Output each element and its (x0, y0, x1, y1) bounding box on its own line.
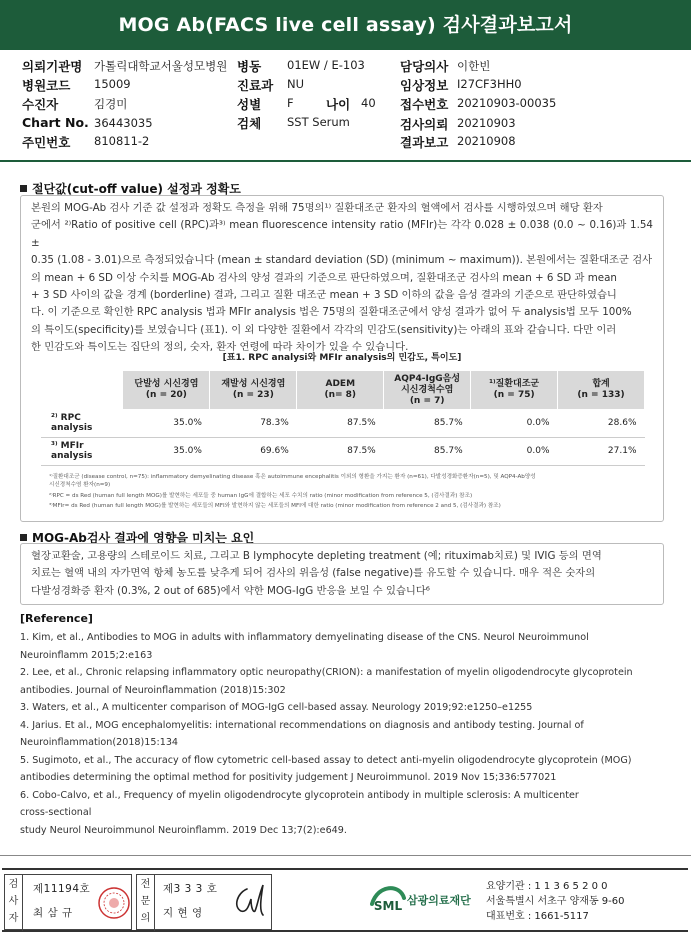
company-name: 삼광의료재단 (407, 894, 471, 907)
table-cell: 35.0% (123, 437, 210, 465)
table-header: AQP4-IgG음성 시신경척수염 (n = 7) (384, 371, 471, 409)
doctor-value: 이한빈 (457, 59, 491, 73)
reference-item: 1. Kim, et al., Antibodies to MOG in adults with inflammatory demyelinating disease of the CNS. Neurol Neuroimmunol (20, 632, 589, 643)
inspector-seal-icon (97, 884, 131, 922)
cutoff-heading-text: 절단값(cut-off value) 설정과 정확도 (32, 182, 241, 196)
table-cell: 0.0% (471, 437, 558, 465)
cutoff-line: 한 민감도와 특이도는 집단의 정의, 숫자, 환자 연령에 따라 차이가 있을 수 있습니다. (31, 341, 409, 354)
reviewer-label: 전문의 (137, 875, 155, 931)
jumin-label: 주민번호 (22, 135, 71, 150)
factors-heading-text: MOG-Ab검사 결과에 영향을 미치는 요인 (32, 531, 255, 545)
age-label: 나이 (326, 97, 351, 112)
request-label: 검사의뢰 (400, 117, 449, 132)
table-cell: 0.0% (471, 409, 558, 437)
table-header-row (41, 371, 645, 409)
cutoff-line: 의 mean + 6 SD 이상 수치를 MOG-Ab 검사의 양성 결과의 기준으로 판단하였으며, 질환대조군 검사의 mean + 6 SD 과 mean (31, 271, 617, 284)
table-header: ADEM (n= 8) (297, 371, 384, 409)
reference-item: cross-sectional (20, 807, 92, 818)
reference-item: Neuroinflamm 2015;2:e163 (20, 649, 153, 661)
footnote: ¹⁾질환대조군 (disease control, n=75): inflammatory demyelinating disease 혹은 autoimmune encephalitis 이외의 형환을 가지는 환자 (n=61), 다발성경화증환자(n=5), 및 AQP4-Ab양성 (49, 474, 536, 480)
doctor-label: 담당의사 (400, 59, 449, 74)
bullet-square-icon (20, 534, 27, 541)
jumin-value: 810811-2 (94, 134, 150, 148)
footnote: ²⁾RPC = ds Red (human full length MOG)를 발현하는 세포들 중 human IgG에 결합하는 세포 수치의 ratio (minor modification from reference 5, (검사결과) 참조) (49, 493, 473, 499)
reference-item: 4. Jarius. Et al., MOG encephalomyelitis: international recommendations on diagnosis and antibody testing. Journal of (20, 719, 584, 731)
reviewer-sign-box (136, 874, 272, 930)
recipient-label: 수진자 (22, 97, 59, 112)
svg-text:SML: SML (373, 899, 403, 913)
table-cell: 27.1% (558, 437, 645, 465)
signature-footer (2, 868, 688, 932)
receipt-label: 접수번호 (400, 97, 449, 112)
reviewer-name: 지 현 영 (163, 907, 203, 919)
inspector-sign-box (4, 874, 132, 930)
table-cell: 87.5% (297, 437, 384, 465)
cutoff-line: 0.35 (1.08 - 3.01)으로 측정되었습니다 (mean ± standard deviation (SD) (minimum ~ maximum)). 본원에서는 질환대조군 검사 (31, 254, 653, 267)
header-divider (0, 160, 691, 162)
reference-item: 3. Waters, et al., A multicenter comparison of MOG-IgG cell-based assay. Neurology 2019;92:e1250–e1255 (20, 702, 533, 713)
receipt-value: 20210903-00035 (457, 96, 557, 110)
institution-label: 의뢰기관명 (22, 59, 83, 74)
clinical-label: 임상정보 (400, 78, 449, 93)
table-cell: 69.6% (210, 437, 297, 465)
cutoff-line: 의 특이도(specificity)를 보였습니다 (표1). 이 외 다양한 질환에서 각각의 민감도(sensitivity)는 아래의 표와 같습니다. 다만 이러 (31, 323, 617, 336)
age-value: 40 (361, 96, 376, 110)
chart-value: 36443035 (94, 116, 153, 130)
table-header: 단발성 시신경염 (n = 20) (123, 371, 210, 409)
table-row (41, 409, 645, 437)
inspector-name: 최 삼 규 (33, 907, 73, 919)
row-label: ³⁾ MFIr analysis (41, 437, 123, 465)
reference-item: antibodies. Journal of Neuroinflammation (2018)15:302 (20, 684, 286, 696)
report-title: MOG Ab(FACS live cell assay) 검사결과보고서 (0, 0, 691, 50)
ward-value: 01EW / E-103 (287, 58, 365, 72)
factors-paragraph (31, 548, 653, 600)
table-caption: [표1. RPC analysi와 MFIr analysis의 민감도, 특이도] (222, 353, 462, 363)
footer-divider (0, 855, 691, 856)
hospital-code-label: 병원코드 (22, 78, 71, 93)
hospital-code-value: 15009 (94, 77, 131, 91)
reference-item: 6. Cobo-Calvo, et al., Frequency of myelin oligodendrocyte glycoprotein antibody in multiple sclerosis: A multicenter (20, 789, 579, 801)
request-value: 20210903 (457, 116, 516, 130)
sex-value: F (287, 96, 294, 110)
cutoff-line: 군에서 ²⁾Ratio of positive cell (RPC)과³⁾ mean fluorescence intensity ratio (MFIr)는 각각 0.028 ± 0.038 (0.0 ~ 0.16)과 1.54 ± (31, 219, 653, 249)
footnote: ³⁾MFIr= ds Red (human full length MOG)를 발현하는 세포들의 MFI와 발현하지 않는 세포들의 MFI에 대한 ratio (minor modification from reference 2 and 5, (검사결과) 참조) (49, 503, 501, 509)
table-row (41, 437, 645, 465)
reference-list (20, 630, 670, 840)
factors-line: 치료는 혈액 내의 자가면역 항체 농도를 낮추게 되어 검사의 위음성 (false negative)를 유도할 수 있습니다. 매우 적은 숫자의 (31, 567, 596, 580)
table-cell: 28.6% (558, 409, 645, 437)
factors-line: 다발성경화증 환자 (0.3%, 2 out of 685)에서 약한 MOG-IgG 반응을 보일 수 있습니다⁶ (31, 584, 430, 597)
inspector-license: 제11194호 (33, 883, 91, 895)
table-cell: 85.7% (384, 437, 471, 465)
reference-item: antibodies determining the optimal method for positivity judgement J Neuroimmunol. 2019 Nov 15;336:577021 (20, 772, 557, 783)
company-address: 서울특별시 서초구 양재동 9-60 (486, 896, 625, 907)
report-date-value: 20210908 (457, 134, 516, 148)
recipient-value: 김경미 (94, 97, 128, 111)
sensitivity-table (41, 371, 645, 466)
cutoff-line: + 3 SD 사이의 값을 경계 (borderline) 결과, 그리고 질환 대조군 mean + 3 SD 이하의 값을 음성 결과의 기준으로 판단하였습니 (31, 289, 617, 302)
reviewer-signature-icon (229, 881, 269, 923)
table-cell: 35.0% (123, 409, 210, 437)
company-phone: 대표번호 : 1661-5117 (486, 911, 589, 922)
table-header: ¹⁾질환대조군 (n = 75) (471, 371, 558, 409)
reference-item: 2. Lee, et al., Chronic relapsing inflammatory optic neuropathy(CRION): a manifestation of myelin oligodendrocyte glycoprotein (20, 667, 633, 678)
specimen-label: 검체 (237, 116, 262, 131)
department-label: 진료과 (237, 78, 274, 93)
reference-item: 5. Sugimoto, et al., The accuracy of flow cytometric cell-based assay to detect anti-myelin oligodendrocyte glycoprotein (MOG) (20, 754, 632, 766)
table-cell: 78.3% (210, 409, 297, 437)
table-cell: 87.5% (297, 409, 384, 437)
factors-line: 혈장교환술, 고용량의 스테로이드 치료, 그리고 B lymphocyte depleting treatment (예; rituximab치료) 및 IVIG 등의 면역 (31, 550, 602, 562)
cutoff-section-box (20, 195, 664, 522)
ward-label: 병동 (237, 59, 262, 74)
bullet-square-icon (20, 185, 27, 192)
row-label: ²⁾ RPC analysis (41, 409, 123, 437)
institution-value: 가톨릭대학교서울성모병원 (94, 59, 228, 73)
inspector-label: 검사자 (5, 875, 23, 931)
cutoff-line: 본원의 MOG-Ab 검사 기준 값 설정과 정확도 측정을 위해 75명의¹⁾ 질환대조군 환자의 혈액에서 검사를 시행하였으며 해당 환자 (31, 202, 603, 214)
company-contact (486, 879, 625, 924)
patient-info (0, 52, 691, 152)
chart-label: Chart No. (22, 115, 89, 130)
cutoff-paragraph (31, 200, 653, 357)
department-value: NU (287, 77, 305, 91)
table-cell: 85.7% (384, 409, 471, 437)
reviewer-license: 제3 3 3 호 (163, 883, 218, 895)
institution-code: 요양기관 : 1 1 3 6 5 2 0 0 (486, 881, 608, 892)
reference-title: [Reference] (20, 612, 93, 625)
reference-item: Neuroinflammation(2018)15:134 (20, 737, 179, 748)
table-corner (41, 371, 123, 409)
sex-label: 성별 (237, 97, 262, 112)
clinical-value: I27CF3HH0 (457, 77, 522, 91)
factors-section-box (20, 543, 664, 605)
table-header: 합계 (n = 133) (558, 371, 645, 409)
reference-item: study Neurol Neuroimmunol Neuroinflamm. 2019 Dec 13;7(2):e649. (20, 824, 347, 836)
cutoff-line: 다. 이 기준으로 확인한 RPC analysis 법과 MFIr analysis 법은 75명의 질환대조군에서 양성 결과가 없어 두 analysis법 모두 100% (31, 306, 632, 319)
specimen-value: SST Serum (287, 115, 350, 129)
sml-logo-icon (368, 880, 408, 920)
report-date-label: 결과보고 (400, 135, 449, 150)
footnote: 시신경척수염 환자(n=9) (49, 482, 111, 488)
table-header: 재발성 시신경염 (n = 23) (210, 371, 297, 409)
